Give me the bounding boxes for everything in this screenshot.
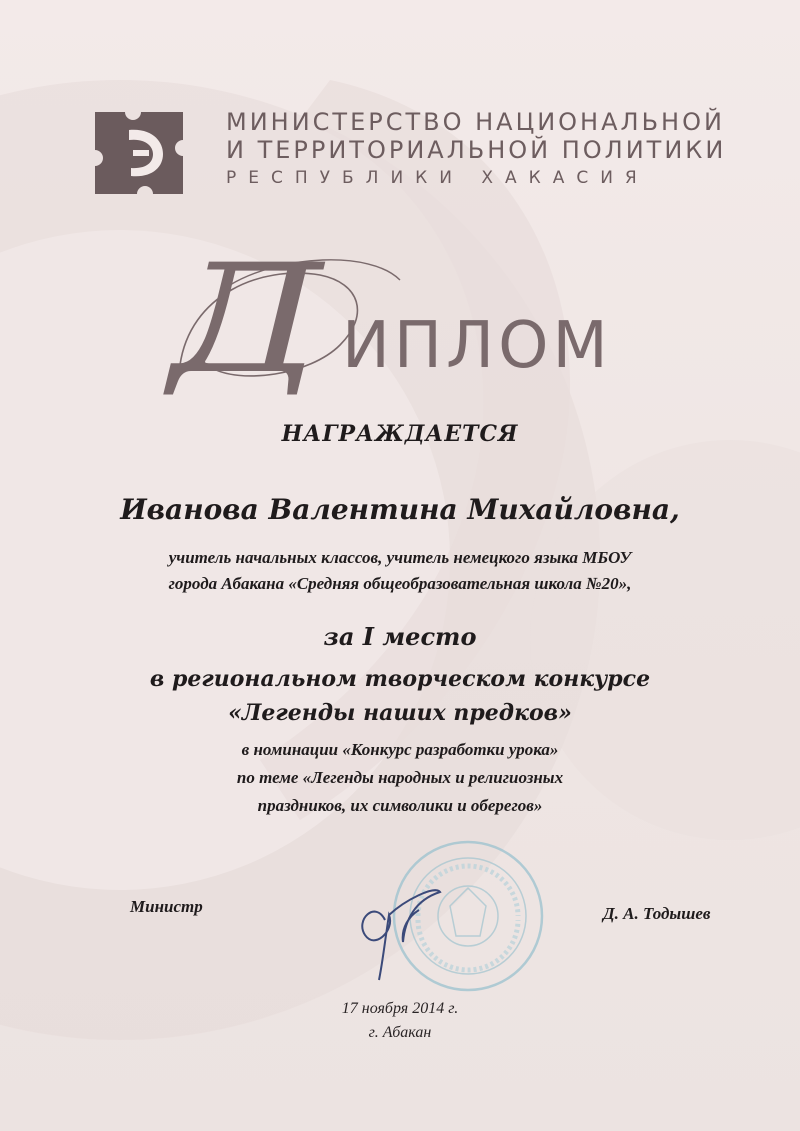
ministry-line3: РЕСПУБЛИКИ ХАКАСИЯ [226,168,649,188]
contest-name: «Легенды наших предков» [228,700,572,726]
recipient-role-line1: учитель начальных классов, учитель немецкого языка МБОУ [168,548,632,567]
title-initial: Д [170,233,323,407]
contest-line: в региональном творческом конкурсе [149,666,651,692]
ministry-logo-icon [95,112,183,194]
minister-label: Министр [130,897,203,916]
issue-date: 17 ноября 2014 г. [341,1000,459,1017]
recipient-name: Иванова Валентина Михайловна, [120,493,680,526]
minister-name: Д. А. Тодышев [603,904,711,923]
recipient-role-line2: города Абакана «Средняя общеобразовательная школа №20», [168,574,632,593]
title-rest: ИПЛОМ [342,309,612,383]
awarded-heading: НАГРАЖДАЕТСЯ [281,421,519,447]
nomination-line: в номинации «Конкурс разработки урока» [241,740,559,759]
minister-signature-icon [345,880,455,990]
diploma-title [170,233,690,407]
theme-line1: по теме «Легенды народных и религиозных [236,768,564,787]
ministry-line2: И ТЕРРИТОРИАЛЬНОЙ ПОЛИТИКИ [226,136,727,164]
title-flourish-icon [170,255,690,395]
theme-line2: праздников, их символики и оберегов» [257,796,543,815]
ministry-line1: МИНИСТЕРСТВО НАЦИОНАЛЬНОЙ [226,108,725,136]
issue-city: г. Абакан [368,1024,432,1041]
award-place: за I место [323,622,477,651]
ministry-name [226,108,746,190]
